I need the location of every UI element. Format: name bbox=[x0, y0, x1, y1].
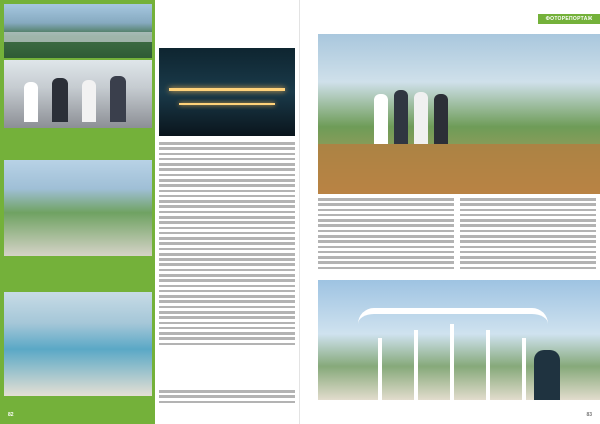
left-body-text-bottom bbox=[159, 390, 295, 406]
body-lines bbox=[159, 142, 295, 345]
photo-riverbank-walk bbox=[4, 160, 152, 256]
right-page bbox=[300, 0, 600, 424]
page-number-left: 82 bbox=[8, 412, 14, 418]
page-number-right: 83 bbox=[586, 412, 592, 418]
photo-officials-group bbox=[4, 60, 152, 128]
photo-aerial-embankment bbox=[4, 4, 152, 58]
left-body-text bbox=[159, 142, 295, 348]
photo-boardwalk-officials bbox=[318, 34, 600, 194]
photo-arch-structure-performer bbox=[318, 280, 600, 400]
right-body-col2 bbox=[460, 198, 596, 272]
right-body-col1 bbox=[318, 198, 454, 272]
photo-pool-area bbox=[4, 292, 152, 396]
photo-night-embankment bbox=[159, 48, 295, 136]
section-tab: ФОТОРЕПОРТАЖ bbox=[538, 14, 600, 24]
